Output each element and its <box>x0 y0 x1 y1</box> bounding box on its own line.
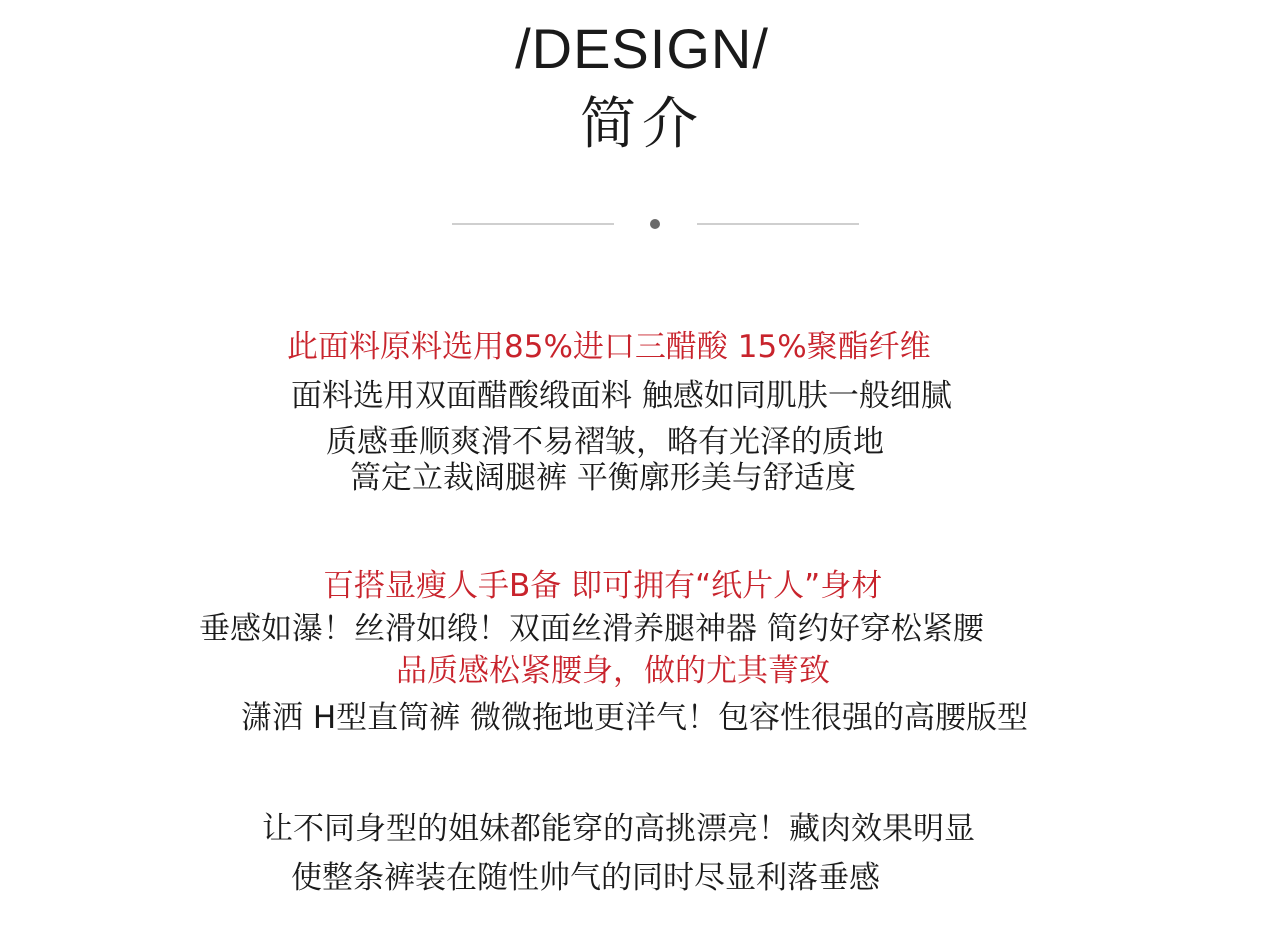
description-line: 篙定立裁阔腿裤 平衡廓形美与舒适度 <box>350 460 856 496</box>
highlight-line: 百搭显瘦人手B备 即可拥有“纸片人”身材 <box>323 568 883 604</box>
description-line: 让不同身型的姐妹都能穿的高挑漂亮！藏肉效果明显 <box>262 811 975 847</box>
divider-dot <box>650 219 660 229</box>
description-line: 垂感如瀑！丝滑如缎！双面丝滑养腿神器 简约好穿松紧腰 <box>199 611 984 647</box>
page-title-english: /DESIGN/ <box>515 17 769 80</box>
fabric-composition-line: 此面料原料选用85%进口三醋酸 15%聚酯纤维 <box>287 329 931 365</box>
description-line: 质感垂顺爽滑不易褶皱，略有光泽的质地 <box>326 424 884 460</box>
description-line: 面料选用双面醋酸缎面料 触感如同肌肤一般细腻 <box>291 378 952 414</box>
divider-line-left <box>452 223 614 225</box>
divider-line-right <box>697 223 859 225</box>
highlight-line: 品质感松紧腰身，做的尤其菁致 <box>396 653 830 689</box>
description-line: 使整条裤装在随性帅气的同时尽显利落垂感 <box>291 860 880 896</box>
page-title-chinese: 简介 <box>580 92 704 157</box>
description-line: 潇洒 H型直筒裤 微微拖地更洋气！包容性很强的高腰版型 <box>241 700 1029 736</box>
